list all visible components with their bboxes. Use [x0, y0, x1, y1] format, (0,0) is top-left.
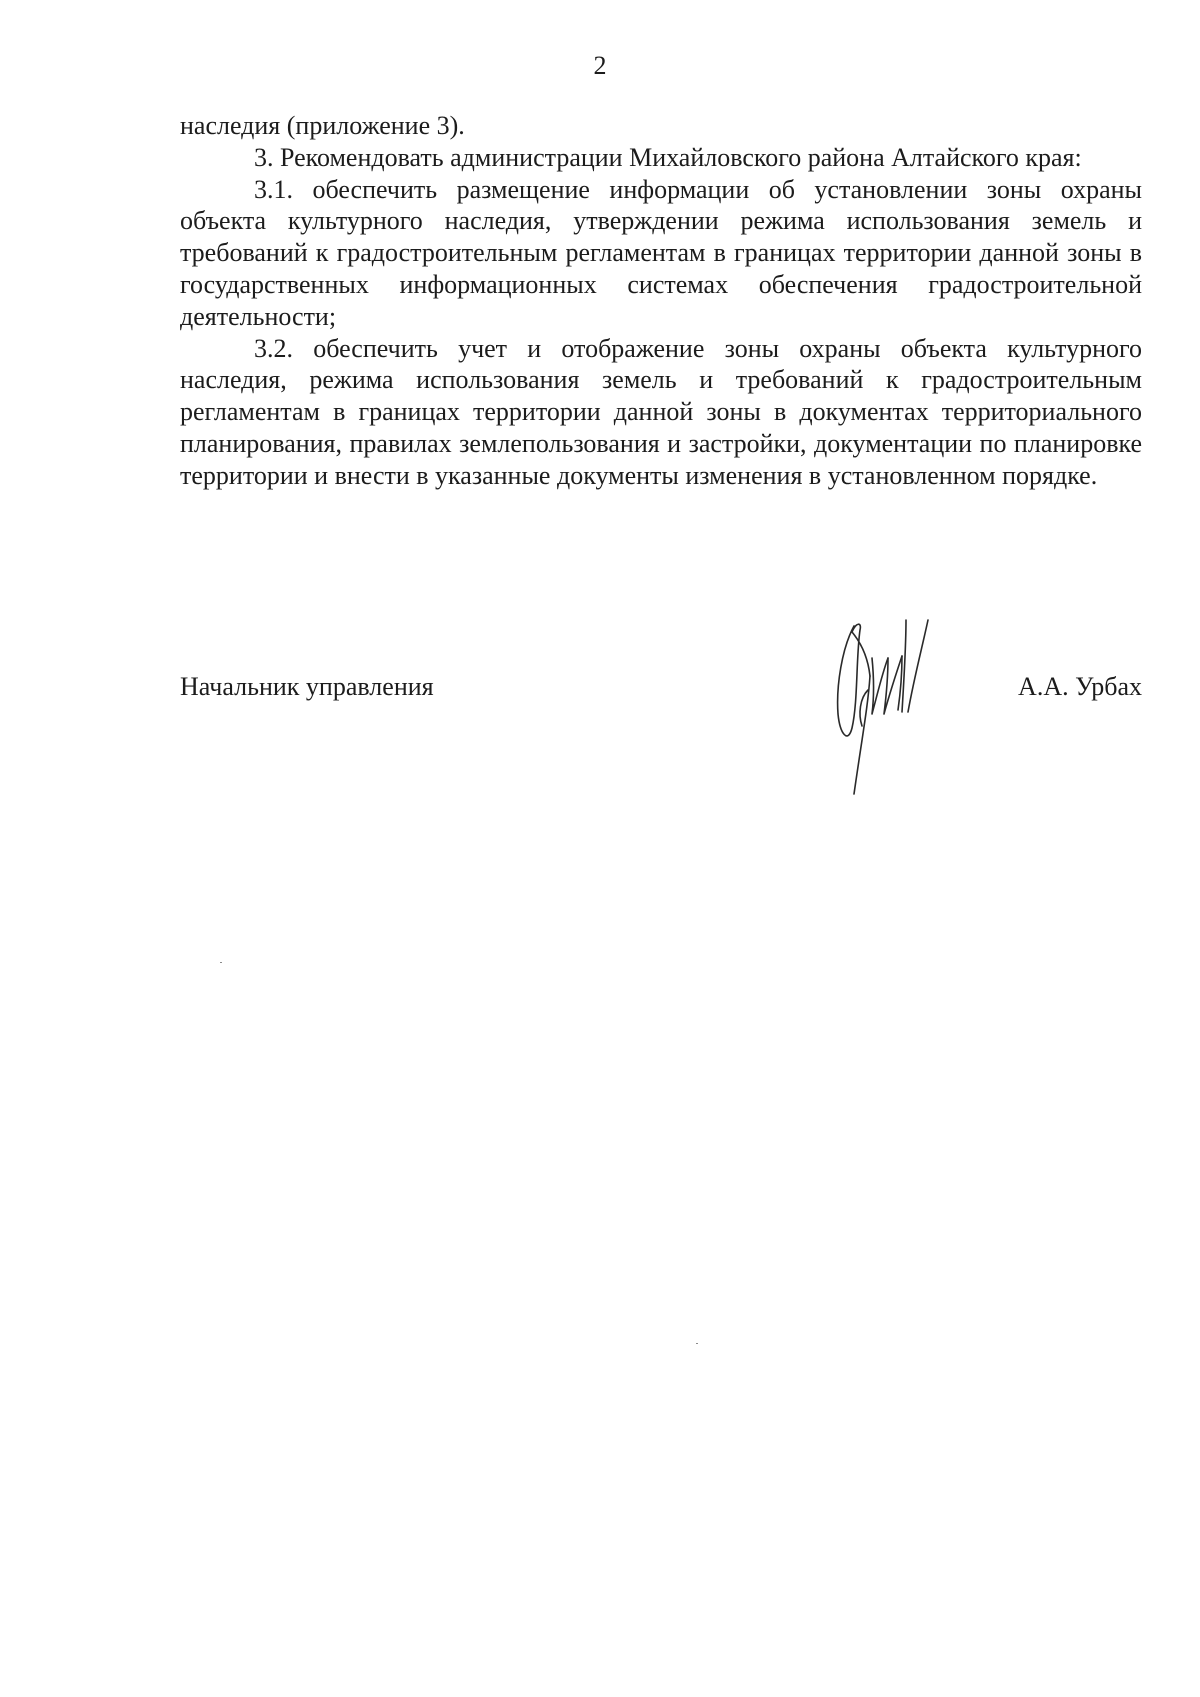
- signer-name: А.А. Урбах: [1018, 672, 1142, 701]
- page-number: 2: [593, 51, 607, 80]
- handwritten-signature: [832, 618, 962, 796]
- paragraph-item-3: 3. Рекомендовать администрации Михайловского района Алтайского края:: [254, 142, 1082, 172]
- paragraph-item-3-1: 3.1. обеспечить размещение информации об установлении зоны охраны объекта культурного наследия, утверждении режима использования земель и требований к градостроительным регламентам в границах территории данной зоны в государственных информационных системах обеспечения градостроительной деятельности;: [180, 174, 1142, 331]
- scan-speck: [220, 962, 222, 963]
- scan-speck: [696, 1343, 698, 1344]
- signer-position: Начальник управления: [180, 672, 434, 701]
- document-body: [180, 110, 1142, 492]
- paragraph-item-3-2: 3.2. обеспечить учет и отображение зоны охраны объекта культурного наследия, режима использования земель и требований к градостроительным регламентам в границах территории данной зоны в документах территориального планирования, правилах землепользования и застройки, документации по планировке территории и внести в указанные документы изменения в установленном порядке.: [180, 333, 1142, 490]
- paragraph-continuation: наследия (приложение 3).: [180, 111, 465, 140]
